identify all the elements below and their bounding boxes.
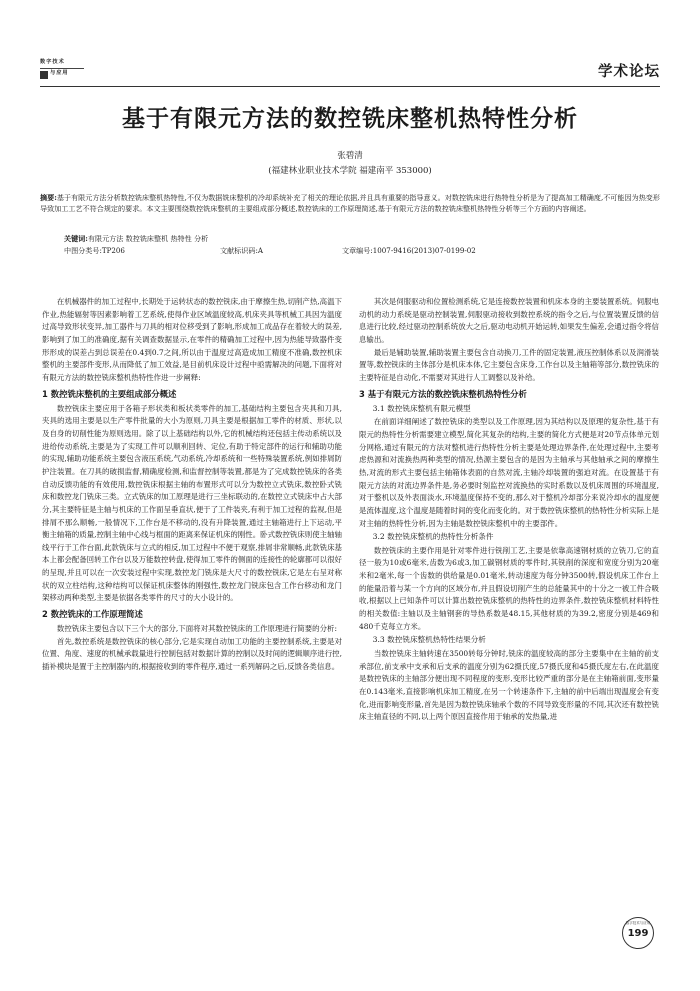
logo-line1: 数字技术 — [40, 56, 84, 69]
clc-number: 中图分类号:TP206 — [64, 246, 125, 255]
right-column — [359, 296, 659, 724]
keywords-label: 关键词: — [64, 234, 88, 243]
keywords-text: 有限元方法 数控铣床整机 热特性 分析 — [87, 234, 209, 243]
author: 张碧清 — [337, 151, 363, 161]
doc-code: 文献标识码:A — [220, 246, 263, 255]
article-number: 文章编号:1007-9416(2013)07-0199-02 — [342, 246, 476, 255]
section-3-heading: 3 基于有限元方法的数控铣床整机热特性分析 — [359, 388, 527, 399]
intro-paragraph: 在机械器件的加工过程中,长期处于运转状态的数控铣床,由于摩擦生热,切削产热,高温下作业,热能辐射等因素影响着工艺系统,使得作业区域温度较高,机床夹具等机械工具因为温度过高导致形状变异,加工器件与刀具的相对位移受到了影响,形成加工成品存在着较大的误差,影响到了加工的准确度,据有关调查数据显示,在零件的精确加工过程中,因为热能导致器件变形形成的误差占到总误差在0.4到0.7之间,所以由于温度过高造成加工精度不准确,数控机床整机的主要部件变形,从而降低了加工效益,是目前机床设计过程中亟需解决的问题,下面将对有限元方法的数控铣床整机热特性作进一步阐释: — [42, 297, 342, 382]
section-2-paragraph-1: 数控铣床主要包含以下三个大的部分,下面将对其数控铣床的工作原理进行简要的分析: — [56, 624, 337, 634]
header-rule — [40, 86, 660, 87]
abstract — [40, 193, 660, 214]
abstract-text: 基于有限元方法分析数控铣床整机热特性,不仅为数据铣床整机的冷却系统补充了相关的理论依据,并且具有重要的指导意义。对数控铣床进行热特性分析是为了提高加工精确度,不可能因为热变形导致加工工艺不符合规定的要求。本文主要围绕数控铣床整机的主要组成部分概述,数控铣床的工作原理简述,基于有限元方法的数控铣床整机热特性分析等三个方面的内容阐述。 — [40, 193, 660, 213]
page-number-badge — [622, 917, 654, 949]
section-3-1-heading: 3.1 数控铣床整机有限元模型 — [372, 403, 471, 413]
section-3-3-heading: 3.3 数控铣床整机热特性结果分析 — [372, 635, 486, 645]
affiliation: (福建林业职业技术学院 福建南平 353000) — [268, 166, 432, 176]
abstract-label: 摘要: — [40, 193, 57, 202]
section-3-2-paragraph: 数控铣床的主要作用是针对零件进行铣削工艺,主要是依靠高速钢材质的立铣刀,它的直径一般为10或6毫米,齿数为6或3,加工碳钢材质的零件时,其铣削的深度和宽度分别为20毫米和2毫米,每一个齿数的供给量是0.01毫米,转动速度为每分钟3500转,假设机床工作台上的能量沿着与某一个方向的区域分布,并且假设切削产生的总能量其中的十分之一被工件合吸收,根据以上已知条件可以计算出数控铣床整机的热特性的边界条件,数控铣床整机材料特性的相关数值:主轴以及主轴钢套的导热系数是48.15,其他材质的为39.2,密度分别是469和480千克每立方米。 — [359, 545, 659, 631]
section-1-paragraph: 数控铣床主要应用于各箱子形状类和板状类零件的加工,基础结构主要包含夹具和刀具,夹具的选用主要是以生产零件批量的大小为原则,刀具主要是根据加工零件的材质、形状,以及自身的切削性能为原则选用。除了以上基础结构以外,它的机械结构还包括主传动系统以及进给传动系统,主要是为了实现工件可以顺利回转、定位,有助于特定部件的运行和辅助功能的实现,辅助功能系统主要包含液压系统,气动系统,冷却系统和一些特殊装置系统,例如排屑防护注装置。在刀具的破损监督,精确度检测,和监督控制等装置,都是为了完成数控铣床的各类自动反馈功能的有效使用,数控铣床根据主轴的布置形式可以分为数控立式铣床,数控卧式铣床和数控龙门铣床三类。立式铣床的加工原理是进行三坐标联动的,在数控立式铣床中占大部分,其主要特征是主轴与机床的工作面呈垂直状,便于了工件装夹,有利于加工过程的监视,但是排屑不那么顺畅,一般情况下,工作台是不移动的,没有升降装置,通过主轴箱进行上下运动,平衡主轴箱的质量,控制主轴中心线与框面的距离来保证机床的刚性。卧式数控铣床则使主轴轴线平行于工作台面,此款铣床与立式的相反,加工过程中不便于观察,排屑非常顺畅,此款铣床基本上都会配备回转工作台以及万能数控转盘,使得加工零件的侧面的连接性的轮廓都可以很好的呈现,并且可以在一次安装过程中实现,数控龙门铣床是大尺寸的数控铣床,它是左右呈对称状的双立柱结构,这种结构可以保证机床整体的刚强性,数控龙门铣床包含工作台移动和龙门架移动两种类型,主要是依据各类零件的尺寸的大小设计的。 — [42, 403, 342, 603]
section-3-3-paragraph: 当数控铣床主轴转速在3500转每分钟时,铣床的温度较高的部分主要集中在主轴的前支承部位,前支承中支承和后支承的温度分别为62摄氏度,57摄氏度和45摄氏度左右,在此温度是数控铣床的主轴部分便出现不同程度的变形,变形比较严重的部分是在主轴箱前面,变形量在0.143毫米,直接影响机床加工精度,在另一个转速条件下,主轴的前中后端出现温度会有变化,进而影响变形量,首先是因为数控铣床轴承个数的不同导致变形量的不同,其次还有数控铣床主轴直径的不同,以上两个原因直接作用于轴承的发热量,进 — [359, 649, 659, 722]
left-column — [42, 296, 342, 674]
section-2-paragraph-3: 其次是伺服驱动和位置检测系统,它是连接数控装置和机床本身的主要装置系统。伺服电动机的动力系统是驱动控制装置,伺服驱动接收到数控系统的指令之后,与位置装置反馈的信息进行比较,经过驱动控制系统放大之后,驱动电动机开始运转,如果发生偏差,会通过指令将信息输出。 — [359, 297, 659, 344]
section-1-heading: 1 数控铣床整机的主要组成部分概述 — [42, 388, 177, 399]
section-2-paragraph-4: 最后是辅助装置,辅助装置主要包含自动换刀,工件的固定装置,液压控制体系以及润滑装置等,数控铣床的主体部分是机床本体,它主要包含床身,工作台以及主轴箱等部分,数控铣床的主要特征是自动化,不需要对其进行人工调整以及补给。 — [359, 347, 659, 382]
logo-line2: 与应用 — [50, 70, 69, 76]
page-badge-text: 数字技术与应用 — [625, 921, 651, 925]
logo-bar — [40, 71, 48, 79]
section-label: 学术论坛 — [598, 64, 660, 80]
section-3-1-paragraph: 在前面详细阐述了数控铣床的类型以及工作原理,因为其结构以及原理的复杂性,基于有限元的热特性分析需要建立模型,简化其复杂的结构,主要的简化方式便是对20节点体单元划分网格,通过有限元的方法对整机进行热特性分析主要是处理边界条件,在处理过程中,主要考虑热源和对流换热两种类型的情况,热源主要包含的是因为主轴承与其他轴承之间的摩擦生热,对流的形式主要包括主轴箱体表面的自然对流,主轴冷却装置的强迫对流。在设置基于有限元方法的对流边界条件是,务必要时刻监控对流换热的实时系数以及机床周围的环境温度,对于整机以及外表面淡水,环境温度保持不变的,那么对于整机冷却部分来说冷却水的温度便是流体温度,这个温度是随着时间的变化而变化的。对于数控铣床整机的热特性分析实际上是对主轴的热特性分析,因为主轴是数控铣床整机中的主要部件。 — [359, 417, 659, 528]
article-title: 基于有限元方法的数控铣床整机热特性分析 — [122, 105, 578, 132]
keywords — [64, 234, 660, 244]
section-2-paragraph-2: 首先,数控系统是数控铣床的核心部分,它是实现自动加工功能的主要控制系统,主要是对位置、角度、速度的机械承载量进行控制包括对数据计算的控制以及时间的逻辑顺序进行控,插补模块是置于主控制器内的,根据接收到的零件程序,通过一系列解码之后,反馈各类信息。 — [42, 636, 342, 672]
section-3-2-heading: 3.2 数控铣床整机的热特性分析条件 — [372, 532, 494, 542]
page-number: 199 — [627, 928, 649, 939]
section-2-heading: 2 数控铣床的工作原理简述 — [42, 609, 143, 620]
journal-logo — [40, 56, 84, 84]
